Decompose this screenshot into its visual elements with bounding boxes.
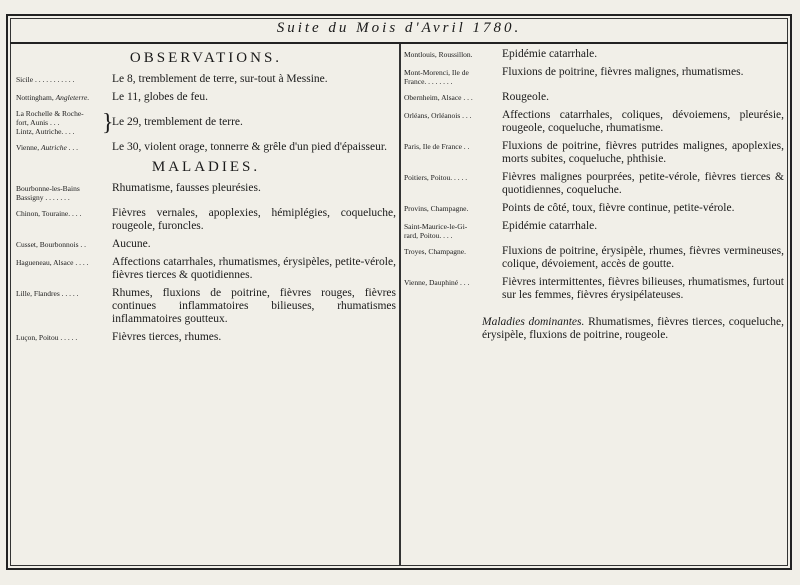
maladie-entry xyxy=(404,140,784,166)
place-name: Bourbonne-les-Bains Bassigny . . . . . . . xyxy=(16,184,80,202)
maladie-text: Affections catarrhales, rhumatismes, érysipèles, petite-vérole, fièvres tierces & quotidiennes. xyxy=(112,256,396,281)
place-name: Vienne, Autriche . . . xyxy=(16,143,79,152)
brace-icon: } xyxy=(102,109,114,136)
maladie-entry xyxy=(404,171,784,197)
maladie-text: Fluxions de poitrine, fièvres putrides malignes, apoplexies, morts subites, coqueluche, phthisie. xyxy=(502,140,784,165)
maladie-entry xyxy=(16,287,396,326)
observations-title: OBSERVATIONS. xyxy=(129,50,283,66)
observation-text: Le 11, globes de feu. xyxy=(112,91,209,103)
maladie-entry xyxy=(16,182,396,202)
place-name: Sicile . . . . . . . . . . . xyxy=(16,75,75,84)
dominant-diseases-text: Rhumatismes, fièvres tierces, coqueluche, érysipèle, fluxions de poitrine, rougeole. xyxy=(482,316,785,341)
maladie-text: Rhumes, fluxions de poitrine, fièvres rouges, fièvres continues inflammatoires bilieuses, rhumatismes inflammatoires goutteux. xyxy=(112,287,396,325)
place-name: Hagueneau, Alsace . . . . xyxy=(16,258,89,267)
maladie-text: Fluxions de poitrine, fièvres malignes, rhumatismes. xyxy=(502,66,744,78)
maladie-text: Fièvres tierces, rhumes. xyxy=(112,331,222,343)
column-divider xyxy=(399,44,401,566)
dominant-diseases-label: Maladies dominantes. xyxy=(482,316,585,328)
place-name: Paris, Ile de France . . xyxy=(404,142,470,151)
place-name: Nottingham, Angleterre. xyxy=(16,93,90,102)
maladie-entry xyxy=(404,91,784,104)
maladie-text: Fièvres malignes pourprées, petite-vérole, fièvres tierces & quotidiennes, coqueluche. xyxy=(502,171,784,196)
maladie-text: Fluxions de poitrine, érysipèle, rhumes, fièvres vermineuses, colique, dévoiement, accès de goutte. xyxy=(502,245,784,270)
observation-text: Le 30, violent orage, tonnerre & grêle d'un pied d'épaisseur. xyxy=(112,141,387,153)
maladie-entry xyxy=(404,220,784,240)
maladie-entry xyxy=(404,66,784,86)
page-header: Suite du Mois d'Avril 1780. xyxy=(276,20,522,36)
place-name: Troyes, Champagne. xyxy=(404,247,467,256)
left-column xyxy=(16,48,396,349)
maladie-text: Fièvres intermittentes, fièvres bilieuses, rhumatismes, furtout sur les femmes, fièvres érysipélateuses. xyxy=(502,276,784,301)
maladie-text: Affections catarrhales, coliques, dévoiemens, pleurésie, rougeole, coqueluche, rhumatisme. xyxy=(502,109,784,134)
observation-entry xyxy=(16,141,396,154)
place-name: Lille, Flandres . . . . . xyxy=(16,289,79,298)
maladie-text: Fièvres vernales, apoplexies, hémiplégies, coqueluche, rougeole, furoncles. xyxy=(112,207,396,232)
maladie-entry xyxy=(16,238,396,251)
place-name: Saint-Maurice-le-Gi- rard, Poitou. . . . xyxy=(404,222,468,240)
place-name: Mont-Morenci, Ile de France. . . . . . . . xyxy=(404,68,469,86)
place-name: Cusset, Bourbonnois . . xyxy=(16,240,87,249)
maladie-text: Epidémie catarrhale. xyxy=(502,220,598,232)
maladie-text: Rhumatisme, fausses pleurésies. xyxy=(112,182,261,194)
maladie-entry xyxy=(16,256,396,282)
place-name: Provins, Champagne. xyxy=(404,204,469,213)
place-name: Montlouis, Roussillon. xyxy=(404,50,473,59)
place-name: Luçon, Poitou . . . . . xyxy=(16,333,78,342)
maladie-text: Rougeole. xyxy=(502,91,549,103)
place-name: Obernheim, Alsace . . . xyxy=(404,93,473,102)
place-name: Orléans, Orléanois . . . xyxy=(404,111,472,120)
maladie-text: Points de côté, toux, fièvre continue, petite-vérole. xyxy=(502,202,735,214)
maladie-entry xyxy=(16,331,396,344)
observation-brace-entry xyxy=(16,109,396,136)
maladie-entry xyxy=(404,48,784,61)
maladie-entry xyxy=(16,207,396,233)
observation-text: Le 8, tremblement de terre, sur-tout à Messine. xyxy=(112,73,328,85)
place-name: Vienne, Dauphiné . . . xyxy=(404,278,470,287)
maladie-entry xyxy=(404,276,784,302)
maladie-entry xyxy=(404,202,784,215)
maladies-title: MALADIES. xyxy=(151,159,261,175)
place-name: Chinon, Touraine. . . . xyxy=(16,209,82,218)
dominant-diseases-note xyxy=(404,316,784,342)
maladie-text: Epidémie catarrhale. xyxy=(502,48,598,60)
brace-places: La Rochelle & Roche- fort, Aunis . . . Lintz, Autriche. . . . xyxy=(16,109,84,136)
right-column xyxy=(404,48,784,342)
observation-entry xyxy=(16,91,396,104)
observation-text: Le 29, tremblement de terre. xyxy=(112,116,243,128)
maladie-text: Aucune. xyxy=(112,238,151,250)
observation-entry xyxy=(16,73,396,86)
place-name: Poitiers, Poitou. . . . . xyxy=(404,173,468,182)
maladie-entry xyxy=(404,245,784,271)
maladie-entry xyxy=(404,109,784,135)
